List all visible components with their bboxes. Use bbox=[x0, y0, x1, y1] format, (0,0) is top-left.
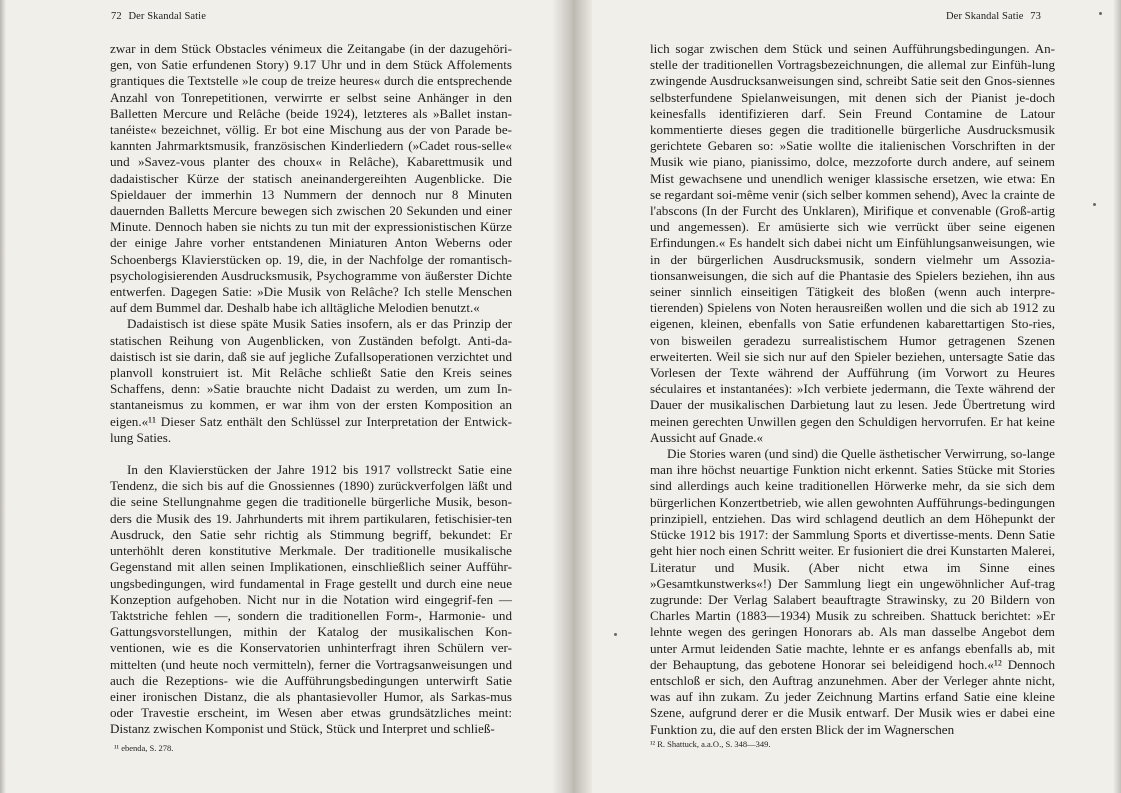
left-footnote: ¹¹ ebenda, S. 278. bbox=[114, 743, 174, 753]
left-running-title: Der Skandal Satie bbox=[128, 11, 206, 22]
right-page-number: 73 bbox=[1030, 11, 1041, 22]
left-page bbox=[0, 0, 552, 793]
left-paragraph-2: Dadaistisch ist diese späte Musik Saties insofern, als er das Prinzip der statischen Reihung von Augenblicken, von Zuständen befolgt. Anti-da-daistisch ist sie darin, daß sie auf jegliche Zufallsoperationen verzichtet und planvoll konstruiert ist. Mit Relâche schließt Satie den Kreis seines Schaffens, denn: »Satie brauchte nicht Dadaist zu werden, um zum In-stantaneismus zu kommen, er war ihm von der ersten Komposition an eigen.«¹¹ Dieser Satz enthält den Schlüssel zur Interpretation der Entwick-lung Saties. bbox=[110, 316, 512, 445]
speck-mark bbox=[1099, 12, 1102, 15]
right-paragraph-1: lich sogar zwischen dem Stück und seinen Aufführungsbedingungen. An-stelle der traditionellen Vortragsbezeichnungen, die allemal zur Einfüh-lung zwingende Ausdrucksanweisungen sind, schreibt Satie seit den Gnos-siennes selbsterfundene Spielanweisungen, mit denen sich der Pianist je-doch keinesfalls identifizieren darf. Sein Freund Contamine de Latour kommentierte dieses gegen die traditionelle bürgerliche Ausdrucksmusik gerichtete Gebaren so: »Satie wollte die italienischen Vorschriften in der Musik wie piano, pianissimo, dolce, mezzoforte durch andere, auf seinem Mist gewachsene und unendlich weniger klassische ersetzen, wie etwa: En se regardant soi-même venir (sich selber kommen sehend), Avec la crainte de l'abscons (In der Furcht des Unklaren), Mirifique et convenable (Groß-artig und angemessen). Er amüsierte sich wie verrückt über seine eigenen Erfindungen.« Es handelt sich dabei nicht um Einfühlungsanweisungen, wie in der bürgerlichen Ausdrucksmusik, sondern vielmehr um Assozia-tionsanweisungen, die sich auf die Phantasie des Spielers beziehen, ihn aus seiner sinnlich einseitigen Tätigkeit des bloßen (wenn auch interpre-tierenden) Spielens von Noten herausreißen wollen und die sich ab 1912 zu eigenen, kleinen, ebenfalls von Satie erfundenen kabarettartigen Sto-ries, von bisweilen geradezu surrealistischem Humor getragenen Szenen erweiterten. Weil sie sich nur auf den Spieler beziehen, untersagte Satie das Vorlesen der Texte während der Aufführung (im Vorwort zu Heures séculaires et instantanées): »Ich verbiete jedermann, die Texte während der Dauer der musikalischen Darbietung laut zu lesen. Jede Übertretung wird meinen gerechten Unwillen gegen den Schuldigen hervorrufen. Er hat keine Aussicht auf Gnade.« bbox=[650, 41, 1055, 445]
left-page-number: 72 bbox=[111, 11, 122, 22]
right-paragraph-2: Die Stories waren (und sind) die Quelle ästhetischer Verwirrung, so-lange man ihre höchst neuartige Funktion nicht erkennt. Saties Stücke mit Stories sind allerdings auch keine traditionellen Hörwerke mehr, da sie sich dem bürgerlichen Konzertbetrieb, wie allen gewohnten Aufführungs-bedingungen prinzipiell, entziehen. Das wird schlagend deutlich an dem Höhepunkt der Stücke 1912 bis 1917: der Sammlung Sports et divertisse-ments. Denn Satie geht hier noch einen Schritt weiter. Er fusioniert die drei Kunstarten Malerei, Literatur und Musik. (Aber nicht etwa im Sinne eines »Gesamtkunstwerks«!) Der Sammlung liegt ein ungewöhnlicher Auf-trag zugrunde: Der Verlag Salabert beauftragte Strawinsky, zu 20 Bildern von Charles Martin (1883—1934) Musik zu schreiben. Shattuck berichtet: »Er lehnte wegen des geringen Honorars ab. Als man dasselbe Angebot dem unter Armut leidenden Satie machte, lehnte er es anfangs ebenfalls ab, mit der Behauptung, das gebotene Honorar sei beleidigend hoch.«¹² Dennoch entschloß er sich, den Auftrag anzunehmen. Aber der Verleger ahnte nicht, was auf ihn zukam. Zu jeder Zeichnung Martins erfand Satie eine kleine Szene, aufgrund derer er die Musik entwarf. Der Musik wies er dabei eine Funktion zu, die auf den ersten Blick der im Wagnerschen bbox=[650, 446, 1055, 737]
left-body-text bbox=[110, 41, 512, 738]
right-running-head bbox=[946, 11, 1045, 22]
right-footnote: ¹² R. Shattuck, a.a.O., S. 348—349. bbox=[650, 739, 771, 749]
left-running-head bbox=[107, 11, 206, 22]
book-gutter bbox=[552, 0, 592, 793]
speck-mark bbox=[1093, 203, 1096, 206]
right-page bbox=[592, 0, 1121, 793]
right-running-title: Der Skandal Satie bbox=[946, 11, 1024, 22]
speck-mark bbox=[614, 633, 617, 636]
right-body-text bbox=[650, 41, 1055, 738]
left-paragraph-1: zwar in dem Stück Obstacles vénimeux die Zeitangabe (in der dazugehöri-gen, von Satie erfundenen Story) 9.17 Uhr und in dem Stück Affolements grantiques die Textstelle »le coup de treize heures« durch die entsprechende Anzahl von Tonrepetitionen, verwirrte er selbst seine Anhänger in den Balletten Mercure und Relâche (beide 1924), letzteres als »Ballet instan-tanéiste« bezeichnet, völlig. Er bot eine Mischung aus der von Parade be-kannten Jahrmarktsmusik, französischen Kinderliedern (»Cadet rous-selle« und »Savez-vous planter des choux« in Relâche), Kabarettmusik und dadaistischer Kürze der statisch aneinandergereihten Augenblicke. Die Spieldauer der immerhin 13 Nummern der dennoch nur 8 Minuten dauernden Balletts Mercure bewegen sich zwischen 20 Sekunden und einer Minute. Dennoch haben sie nichts zu tun mit der expressionistischen Kürze der einige Jahre vorher entstandenen Miniaturen Anton Weberns oder Schoenbergs Klavierstücken op. 19, die, in der Nachfolge der romantisch-psychologisierenden Ausdrucksmusik, Psychogramme von äußerster Dichte entwerfen. Dagegen Satie: »Die Musik von Relâche? Ich stelle Menschen auf dem Bummel dar. Deshalb habe ich alltägliche Melodien benutzt.« bbox=[110, 41, 512, 316]
left-paragraph-3: In den Klavierstücken der Jahre 1912 bis 1917 vollstreckt Satie eine Tendenz, die sich bis auf die Gnossiennes (1890) zurückverfolgen läßt und die seine Stellungnahme gegen die traditionelle bürgerliche Musik, beson-ders die Musik des 19. Jahrhunderts mit ihrem partikularen, fetischisier-ten Ausdruck, den Satie sehr richtig als Stimmung begriff, bekundet: Er unterhöhlt deren konstitutive Merkmale. Der traditionelle musikalische Gegenstand mit allen seinen Implikationen, einschließlich seiner Aufführ-ungsbedingungen, wird fundamental in Frage gestellt und durch eine neue Konzeption aufgehoben. Nicht nur in die Notation wird eingegrif-fen — Taktstriche fehlen —, sondern die traditionellen Form-, Harmonie- und Gattungsvorstellungen, mithin der Katalog der musikalischen Kon-ventionen, wie es die Konservatorien unhinterfragt ihren Schülern ver-mittelten (und heute noch vermitteln), ferner die Vortragsanweisungen und auch die Rezeptions- wie die Aufführungsbedingungen unterwirft Satie einer ironischen Distanz, die als phantasievoller Humor, als Sarkas-mus oder Travestie erscheint, im Wesen aber etwas grundsätzliches meint: Distanz zwischen Komponist und Stück, Stück und Interpret und schließ- bbox=[110, 462, 512, 737]
